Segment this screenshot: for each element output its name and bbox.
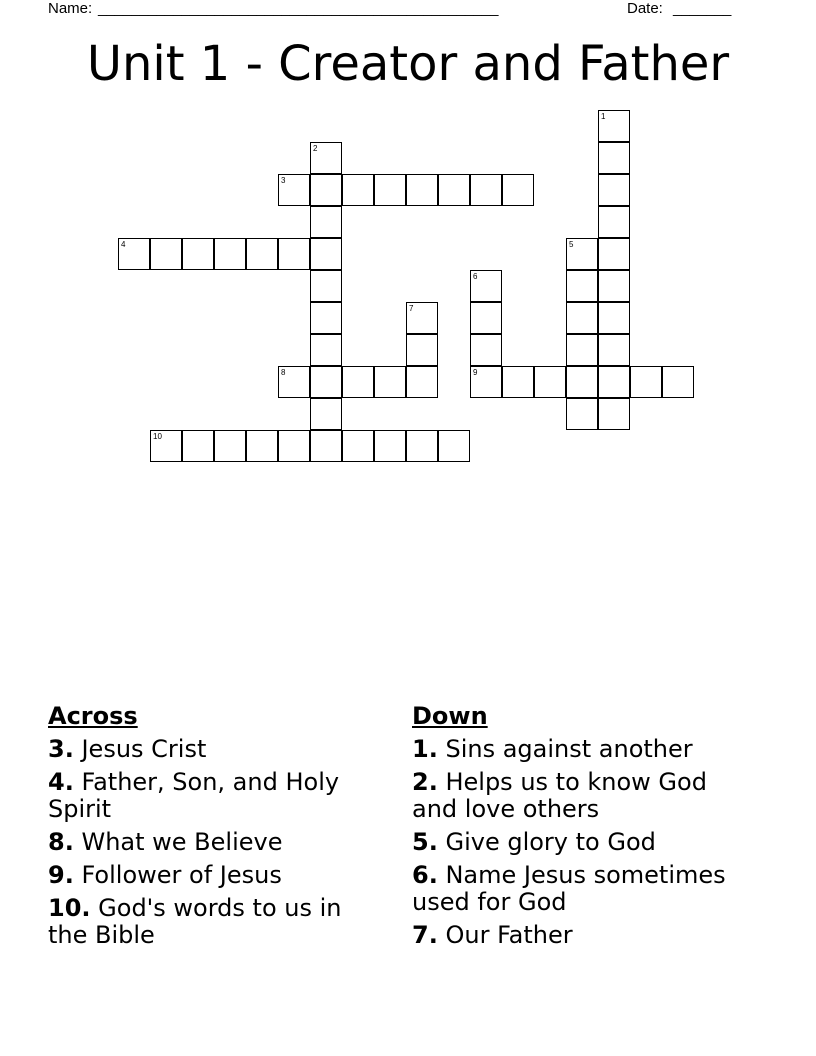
- grid-cell[interactable]: [470, 334, 502, 366]
- clue-across-10: [48, 895, 378, 949]
- grid-cell[interactable]: [598, 270, 630, 302]
- grid-cell[interactable]: [662, 366, 694, 398]
- grid-cell[interactable]: [470, 302, 502, 334]
- grid-cell[interactable]: [246, 238, 278, 270]
- clue-text: Follower of Jesus: [81, 861, 282, 889]
- grid-cell[interactable]: [150, 238, 182, 270]
- clue-text: Name Jesus sometimes used for God: [412, 861, 726, 916]
- grid-cell[interactable]: [374, 430, 406, 462]
- clue-text: Jesus Crist: [81, 735, 207, 763]
- clue-number: 10.: [48, 894, 91, 922]
- grid-cell[interactable]: [598, 398, 630, 430]
- clue-number: 6.: [412, 861, 438, 889]
- grid-cell[interactable]: [406, 302, 438, 334]
- grid-cell[interactable]: [246, 430, 278, 462]
- grid-cell[interactable]: [470, 174, 502, 206]
- grid-cell[interactable]: [630, 366, 662, 398]
- clue-across-8: [48, 829, 378, 856]
- cell-number: 10: [153, 432, 162, 441]
- grid-cell[interactable]: [566, 398, 598, 430]
- grid-cell[interactable]: [310, 366, 342, 398]
- clue-number: 9.: [48, 861, 74, 889]
- clue-number: 2.: [412, 768, 438, 796]
- grid-cell[interactable]: [406, 174, 438, 206]
- grid-cell[interactable]: [214, 430, 246, 462]
- clue-number: 8.: [48, 828, 74, 856]
- grid-cell[interactable]: [310, 238, 342, 270]
- grid-cell[interactable]: [598, 206, 630, 238]
- grid-cell[interactable]: [310, 142, 342, 174]
- grid-cell[interactable]: [278, 174, 310, 206]
- date-field-line[interactable]: _______: [673, 0, 732, 17]
- clue-down-1: [412, 736, 757, 763]
- grid-cell[interactable]: [118, 238, 150, 270]
- clue-text: Give glory to God: [445, 828, 656, 856]
- grid-cell[interactable]: [470, 366, 502, 398]
- date-label: Date:: [627, 0, 663, 17]
- name-label: Name:: [48, 0, 93, 17]
- page-title: Unit 1 - Creator and Father: [86, 36, 730, 92]
- cell-number: 4: [121, 240, 126, 249]
- grid-cell[interactable]: [598, 142, 630, 174]
- grid-cell[interactable]: [310, 430, 342, 462]
- cell-number: 1: [601, 112, 606, 121]
- grid-cell[interactable]: [566, 334, 598, 366]
- clue-text: Father, Son, and Holy Spirit: [48, 768, 340, 823]
- across-heading: Across: [48, 702, 138, 730]
- clue-down-6: [412, 862, 757, 916]
- clue-number: 5.: [412, 828, 438, 856]
- grid-cell[interactable]: [278, 238, 310, 270]
- clue-across-9: [48, 862, 378, 889]
- clue-number: 1.: [412, 735, 438, 763]
- down-heading: Down: [412, 702, 488, 730]
- grid-cell[interactable]: [438, 174, 470, 206]
- cell-number: 6: [473, 272, 478, 281]
- cell-number: 8: [281, 368, 286, 377]
- grid-cell[interactable]: [438, 430, 470, 462]
- grid-cell[interactable]: [182, 430, 214, 462]
- grid-cell[interactable]: [310, 270, 342, 302]
- grid-cell[interactable]: [310, 334, 342, 366]
- grid-cell[interactable]: [598, 302, 630, 334]
- grid-cell[interactable]: [342, 174, 374, 206]
- grid-cell[interactable]: [406, 334, 438, 366]
- grid-cell[interactable]: [342, 430, 374, 462]
- cell-number: 5: [569, 240, 574, 249]
- grid-cell[interactable]: [598, 174, 630, 206]
- grid-cell[interactable]: [502, 366, 534, 398]
- grid-cell[interactable]: [310, 302, 342, 334]
- grid-cell[interactable]: [566, 302, 598, 334]
- grid-cell[interactable]: [310, 174, 342, 206]
- grid-cell[interactable]: [374, 366, 406, 398]
- grid-cell[interactable]: [214, 238, 246, 270]
- grid-cell[interactable]: [182, 238, 214, 270]
- grid-cell[interactable]: [566, 366, 598, 398]
- clue-across-3: [48, 736, 378, 763]
- grid-cell[interactable]: [598, 238, 630, 270]
- grid-cell[interactable]: [470, 270, 502, 302]
- clue-down-2: [412, 769, 757, 823]
- grid-cell[interactable]: [150, 430, 182, 462]
- grid-cell[interactable]: [598, 366, 630, 398]
- grid-cell[interactable]: [374, 174, 406, 206]
- clue-down-7: [412, 922, 757, 949]
- grid-cell[interactable]: [534, 366, 566, 398]
- clue-text: Sins against another: [445, 735, 693, 763]
- clue-number: 3.: [48, 735, 74, 763]
- clue-text: What we Believe: [81, 828, 283, 856]
- cell-number: 2: [313, 144, 318, 153]
- grid-cell[interactable]: [566, 238, 598, 270]
- across-clues: [48, 703, 378, 955]
- cell-number: 7: [409, 304, 414, 313]
- grid-cell[interactable]: [502, 174, 534, 206]
- grid-cell[interactable]: [598, 334, 630, 366]
- grid-cell[interactable]: [566, 270, 598, 302]
- grid-cell[interactable]: [406, 430, 438, 462]
- grid-cell[interactable]: [310, 398, 342, 430]
- name-field-line[interactable]: ________________________________________________: [98, 0, 499, 17]
- clue-text: Our Father: [445, 921, 573, 949]
- cell-number: 3: [281, 176, 286, 185]
- grid-cell[interactable]: [278, 366, 310, 398]
- grid-cell[interactable]: [278, 430, 310, 462]
- grid-cell[interactable]: [406, 366, 438, 398]
- grid-cell[interactable]: [598, 110, 630, 142]
- clue-number: 4.: [48, 768, 74, 796]
- clue-number: 7.: [412, 921, 438, 949]
- clue-across-4: [48, 769, 378, 823]
- grid-cell[interactable]: [310, 206, 342, 238]
- down-clues: [412, 703, 757, 955]
- clue-down-5: [412, 829, 757, 856]
- clue-text: God's words to us in the Bible: [48, 894, 342, 949]
- crossword-grid: [0, 0, 816, 500]
- clue-text: Helps us to know God and love others: [412, 768, 707, 823]
- grid-cell[interactable]: [342, 366, 374, 398]
- cell-number: 9: [473, 368, 478, 377]
